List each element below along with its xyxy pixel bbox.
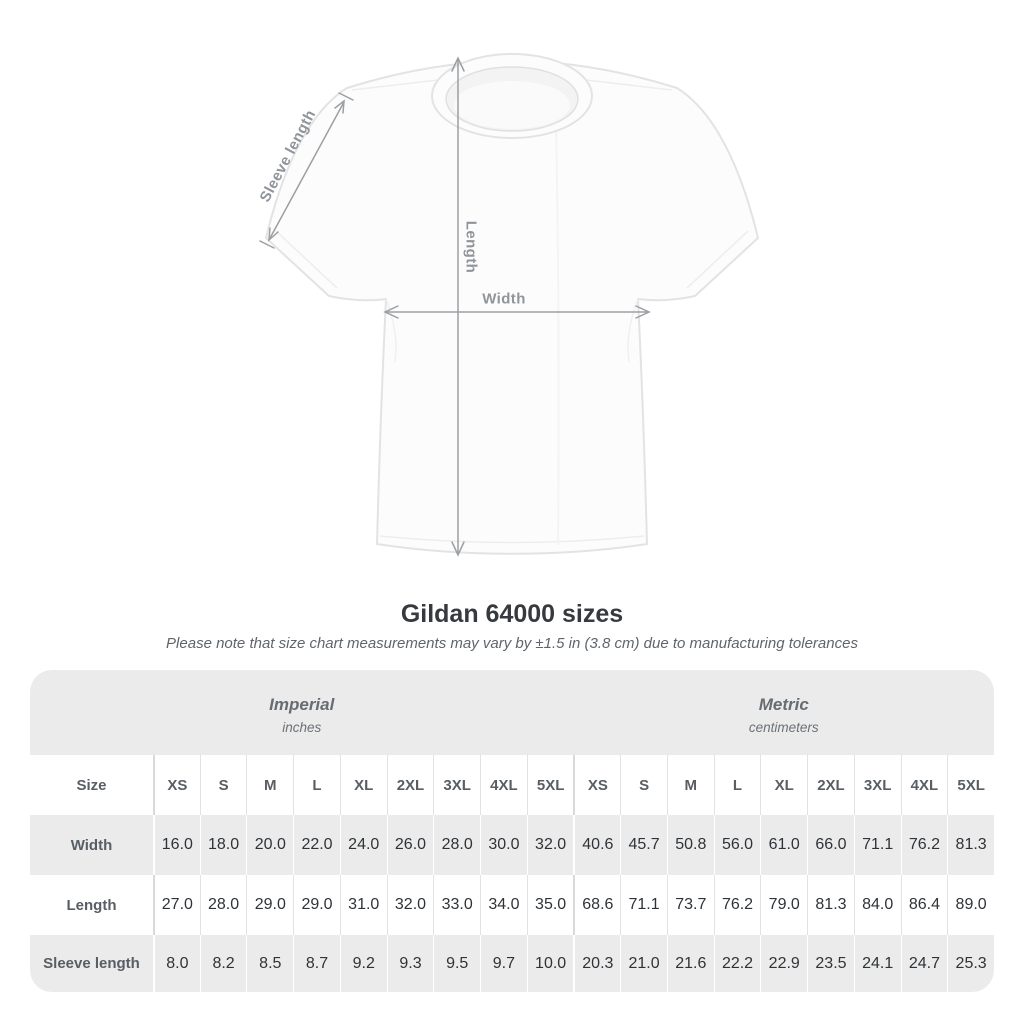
- value-cell: 29.0: [246, 875, 293, 935]
- value-cell: 84.0: [854, 875, 901, 935]
- value-cell: 30.0: [480, 815, 527, 875]
- row-label-sleeve-length: Sleeve length: [30, 935, 153, 992]
- size-header-metric-3xl: 3XL: [854, 755, 901, 815]
- sleeve-length-label: Sleeve length: [256, 107, 320, 205]
- value-cell: 24.7: [901, 935, 948, 992]
- value-cell: 81.3: [807, 875, 854, 935]
- value-cell: 71.1: [854, 815, 901, 875]
- size-header-imperial-2xl: 2XL: [387, 755, 434, 815]
- size-header-metric-4xl: 4XL: [901, 755, 948, 815]
- size-header-metric-s: S: [620, 755, 667, 815]
- size-header-imperial-5xl: 5XL: [527, 755, 574, 815]
- value-cell: 61.0: [760, 815, 807, 875]
- size-grid: [30, 755, 994, 992]
- value-cell: 9.3: [387, 935, 434, 992]
- tolerance-note: Please note that size chart measurements may vary by ±1.5 in (3.8 cm) due to manufacturing tolerances: [166, 635, 858, 652]
- value-cell: 25.3: [947, 935, 994, 992]
- value-cell: 32.0: [387, 875, 434, 935]
- value-cell: 8.7: [293, 935, 340, 992]
- size-column-header: Size: [30, 755, 153, 815]
- value-cell: 22.0: [293, 815, 340, 875]
- value-cell: 8.0: [153, 935, 200, 992]
- value-cell: 40.6: [573, 815, 620, 875]
- size-header-metric-2xl: 2XL: [807, 755, 854, 815]
- value-cell: 35.0: [527, 875, 574, 935]
- size-header-metric-xs: XS: [573, 755, 620, 815]
- value-cell: 20.3: [573, 935, 620, 992]
- value-cell: 76.2: [901, 815, 948, 875]
- value-cell: 50.8: [667, 815, 714, 875]
- size-header-imperial-l: L: [293, 755, 340, 815]
- value-cell: 79.0: [760, 875, 807, 935]
- value-cell: 66.0: [807, 815, 854, 875]
- value-cell: 26.0: [387, 815, 434, 875]
- value-cell: 9.5: [433, 935, 480, 992]
- size-header-metric-xl: XL: [760, 755, 807, 815]
- value-cell: 28.0: [200, 875, 247, 935]
- value-cell: 24.0: [340, 815, 387, 875]
- value-cell: 28.0: [433, 815, 480, 875]
- value-cell: 21.6: [667, 935, 714, 992]
- metric-group-unit: centimeters: [748, 719, 819, 735]
- value-cell: 18.0: [200, 815, 247, 875]
- value-cell: 21.0: [620, 935, 667, 992]
- size-header-imperial-xl: XL: [340, 755, 387, 815]
- value-cell: 9.7: [480, 935, 527, 992]
- row-label-length: Length: [30, 875, 153, 935]
- imperial-group-header: [30, 670, 574, 755]
- value-cell: 22.9: [760, 935, 807, 992]
- width-label: Width: [482, 290, 526, 308]
- metric-group-header: [574, 670, 995, 755]
- value-cell: 71.1: [620, 875, 667, 935]
- size-header-imperial-4xl: 4XL: [480, 755, 527, 815]
- length-label: Length: [462, 220, 480, 274]
- value-cell: 45.7: [620, 815, 667, 875]
- tshirt-collar: [432, 54, 592, 138]
- value-cell: 9.2: [340, 935, 387, 992]
- value-cell: 23.5: [807, 935, 854, 992]
- value-cell: 22.2: [714, 935, 761, 992]
- value-cell: 27.0: [153, 875, 200, 935]
- page-title: Gildan 64000 sizes: [400, 600, 624, 628]
- value-cell: 29.0: [293, 875, 340, 935]
- value-cell: 32.0: [527, 815, 574, 875]
- unit-group-band: [30, 670, 994, 755]
- size-header-imperial-3xl: 3XL: [433, 755, 480, 815]
- value-cell: 8.5: [246, 935, 293, 992]
- value-cell: 24.1: [854, 935, 901, 992]
- value-cell: 10.0: [527, 935, 574, 992]
- value-cell: 16.0: [153, 815, 200, 875]
- value-cell: 33.0: [433, 875, 480, 935]
- value-cell: 8.2: [200, 935, 247, 992]
- value-cell: 76.2: [714, 875, 761, 935]
- size-header-imperial-xs: XS: [153, 755, 200, 815]
- value-cell: 73.7: [667, 875, 714, 935]
- size-header-metric-m: M: [667, 755, 714, 815]
- size-header-imperial-s: S: [200, 755, 247, 815]
- value-cell: 31.0: [340, 875, 387, 935]
- metric-group-name: Metric: [758, 694, 809, 714]
- value-cell: 68.6: [573, 875, 620, 935]
- value-cell: 86.4: [901, 875, 948, 935]
- size-header-metric-l: L: [714, 755, 761, 815]
- size-header-metric-5xl: 5XL: [947, 755, 994, 815]
- row-label-width: Width: [30, 815, 153, 875]
- value-cell: 81.3: [947, 815, 994, 875]
- size-table: [30, 670, 994, 992]
- size-header-imperial-m: M: [246, 755, 293, 815]
- imperial-group-unit: inches: [282, 719, 322, 735]
- value-cell: 34.0: [480, 875, 527, 935]
- value-cell: 20.0: [246, 815, 293, 875]
- imperial-group-name: Imperial: [269, 694, 335, 714]
- value-cell: 89.0: [947, 875, 994, 935]
- value-cell: 56.0: [714, 815, 761, 875]
